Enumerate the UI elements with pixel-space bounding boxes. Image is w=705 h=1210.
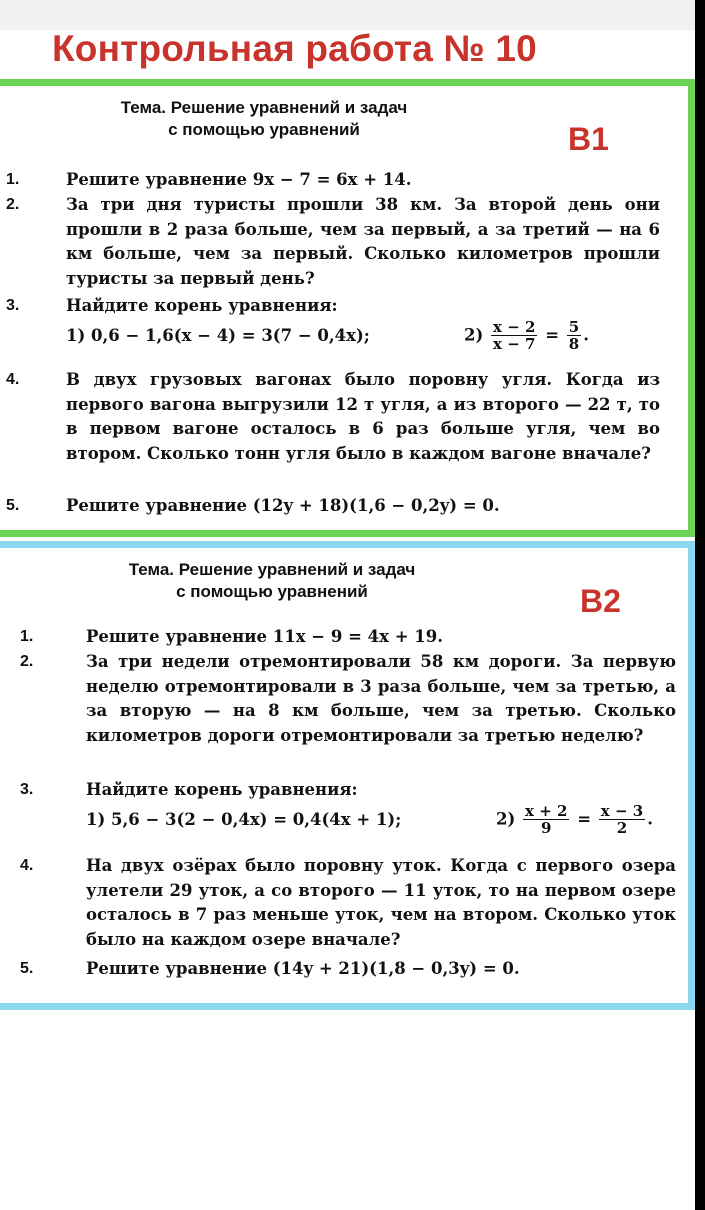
topic-line-1: Тема. Решение уравнений и задач <box>128 560 416 579</box>
task-number: 3. <box>6 297 20 314</box>
task-text <box>86 778 676 837</box>
task-number: 4. <box>6 371 20 388</box>
denominator: 8 <box>568 334 580 353</box>
equations-row <box>86 803 676 837</box>
task-prompt: Найдите корень уравнения: <box>86 780 358 799</box>
topic-line-2: с помощью уравнений <box>168 120 360 139</box>
topic-heading <box>0 559 616 603</box>
task-text: Решите уравнение (12y + 18)(1,6 − 0,2y) = 0. <box>66 496 500 515</box>
task-prompt: Найдите корень уравнения: <box>66 296 338 315</box>
topic-line-1: Тема. Решение уравнений и задач <box>120 98 408 117</box>
equals-sign: = <box>577 808 592 828</box>
numerator: x − 2 <box>493 317 536 336</box>
task-text: В двух грузовых вагонах было поровну угля. Когда из первого вагона выгрузили 12 т угля, а из второго — 22 т, то в первом вагоне осталось в 6 раз больше угля, чем во втором. Сколько тонн угля было в каждом вагоне вначале? <box>66 370 660 463</box>
task-number: 2. <box>6 196 20 213</box>
fraction-left <box>523 803 569 836</box>
task-text: За три недели отремонтировали 58 км дороги. За первую неделю отремонтировали в 3 раза больше, чем за третью, а за вторую — на 8 км больше, чем за третью. Сколько километров дороги отремонтировали за третью неделю? <box>86 652 676 745</box>
numerator: 5 <box>568 317 580 336</box>
task-text: Решите уравнение (14y + 21)(1,8 − 0,3y) = 0. <box>86 959 520 978</box>
equation-part-1: 1) 0,6 − 1,6(x − 4) = 3(7 − 0,4x); <box>66 325 370 345</box>
fraction-left <box>491 319 537 352</box>
equation-part-1: 1) 5,6 − 3(2 − 0,4x) = 0,4(4x + 1); <box>86 809 402 829</box>
part-label: 2) <box>464 324 484 344</box>
task-number: 4. <box>20 857 34 874</box>
period: . <box>583 324 589 344</box>
variant-2-card <box>0 541 695 1010</box>
equation-part-2 <box>464 319 589 352</box>
part-label: 2) <box>496 808 516 828</box>
equations-row <box>66 319 660 353</box>
task-text: Решите уравнение 11x − 9 = 4x + 19. <box>86 627 443 646</box>
fraction-right <box>599 803 645 836</box>
period: . <box>647 808 653 828</box>
task-number: 1. <box>20 628 34 645</box>
task-number: 3. <box>20 781 34 798</box>
denominator: x − 7 <box>493 334 536 353</box>
variant-1-card <box>0 79 695 537</box>
equals-sign: = <box>545 324 560 344</box>
variant-code: В2 <box>580 583 621 619</box>
denominator: 2 <box>616 818 628 837</box>
task-number: 5. <box>20 960 34 977</box>
task-text <box>66 294 660 353</box>
fraction-right <box>567 319 581 352</box>
task-text: За три дня туристы прошли 38 км. За второй день они прошли в 2 раза больше, чем за первый, а за третий — на 6 км больше, чем за первый. Сколько километров прошли туристы за первый день? <box>66 195 660 288</box>
task-text: На двух озёрах было поровну уток. Когда с первого озера улетели 29 уток, а со второго — 11 уток, то на первом озере осталось в 7 раз меньше уток, чем на втором. Сколько уток было на каждом озере вначале? <box>86 856 676 949</box>
denominator: 9 <box>541 818 552 837</box>
equation-part-2 <box>496 803 653 836</box>
task-number: 5. <box>6 497 20 514</box>
numerator: x + 2 <box>525 801 568 820</box>
topic-line-2: с помощью уравнений <box>176 582 368 601</box>
right-edge-strip <box>695 0 705 1210</box>
top-background <box>0 0 695 30</box>
numerator: x − 3 <box>600 801 644 820</box>
page-title: Контрольная работа № 10 <box>52 28 537 69</box>
task-number: 2. <box>20 653 34 670</box>
topic-heading <box>0 97 608 141</box>
task-number: 1. <box>6 171 20 188</box>
task-text: Решите уравнение 9x − 7 = 6x + 14. <box>66 170 412 189</box>
variant-code: В1 <box>568 121 609 157</box>
